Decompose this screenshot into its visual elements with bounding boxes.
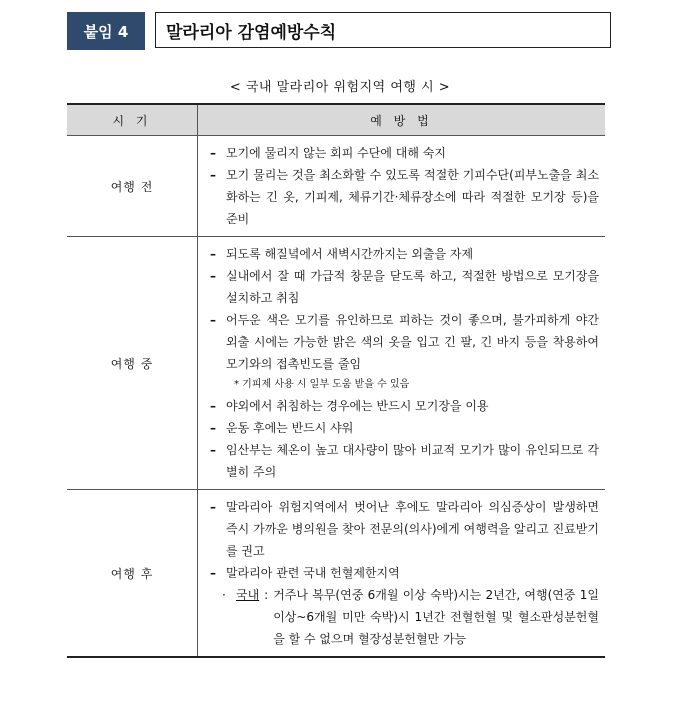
period-cell: 여행 중 <box>67 237 198 490</box>
method-cell <box>198 136 606 237</box>
table-row <box>67 237 605 490</box>
list-item: – 운동 후에는 반드시 샤워 <box>208 417 599 439</box>
footnote: * 기피제 사용 시 일부 도움 받을 수 있음 <box>234 379 410 390</box>
header-method: 예 방 법 <box>198 104 606 136</box>
table-row <box>67 136 605 237</box>
list-item: – 임산부는 체온이 높고 대사량이 많아 비교적 모기가 많이 유인되므로 각별히 주의 <box>208 439 599 483</box>
list-item: – 어두운 색은 모기를 유인하므로 피하는 것이 좋으며, 불가피하게 야간 외출 시에는 가능한 밝은 색의 옷을 입고 긴 팔, 긴 바지 등을 착용하여 모기와의 접촉빈도를 줄임 <box>208 309 599 375</box>
method-list <box>208 142 599 230</box>
sub-item-text: 거주나 복무(연중 6개월 이상 숙박)시는 2년간, 여행(연중 1일 이상~6개월 미만 숙박)시 1년간 전혈헌혈 및 혈소판성분헌혈을 할 수 없으며 혈장성분헌혈만 가능 <box>273 588 599 646</box>
method-cell <box>198 237 606 490</box>
period-cell: 여행 전 <box>67 136 198 237</box>
method-list <box>208 496 599 584</box>
document-header <box>67 12 613 50</box>
method-list <box>208 395 599 483</box>
sub-item-label: 국내 <box>236 588 260 602</box>
method-list <box>208 243 599 375</box>
method-cell <box>198 490 606 658</box>
list-item: – 모기에 물리지 않는 회피 수단에 대해 숙지 <box>208 142 599 164</box>
prevention-table <box>67 103 605 658</box>
list-item: – 실내에서 잘 때 가급적 창문을 닫도록 하고, 적절한 방법으로 모기장을 설치하고 취침 <box>208 265 599 309</box>
list-item: – 말라리아 관련 국내 헌혈제한지역 <box>208 562 599 584</box>
bullet-dot: · <box>222 588 226 602</box>
sub-item-domestic <box>208 584 599 650</box>
page-title: 말라리아 감염예방수칙 <box>155 12 611 48</box>
list-item: – 모기 물리는 것을 최소화할 수 있도록 적절한 기피수단(피부노출을 최소화하는 긴 옷, 기피제, 체류기간·체류장소에 따라 적절한 모기장 등)을 준비 <box>208 164 599 230</box>
list-item: – 되도록 해질녘에서 새벽시간까지는 외출을 자제 <box>208 243 599 265</box>
table-header-row <box>67 104 605 136</box>
period-cell: 여행 후 <box>67 490 198 658</box>
list-item: – 말라리아 위험지역에서 벗어난 후에도 말라리아 의심증상이 발생하면 즉시 가까운 병의원을 찾아 전문의(의사)에게 여행력을 알리고 진료받기를 권고 <box>208 496 599 562</box>
sub-item-colon: : <box>264 588 269 602</box>
header-period: 시 기 <box>67 104 198 136</box>
section-subtitle: < 국내 말라리아 위험지역 여행 시 > <box>229 80 451 95</box>
table-row <box>67 490 605 658</box>
list-item: – 야외에서 취침하는 경우에는 반드시 모기장을 이용 <box>208 395 599 417</box>
appendix-badge: 붙임 4 <box>67 12 145 50</box>
